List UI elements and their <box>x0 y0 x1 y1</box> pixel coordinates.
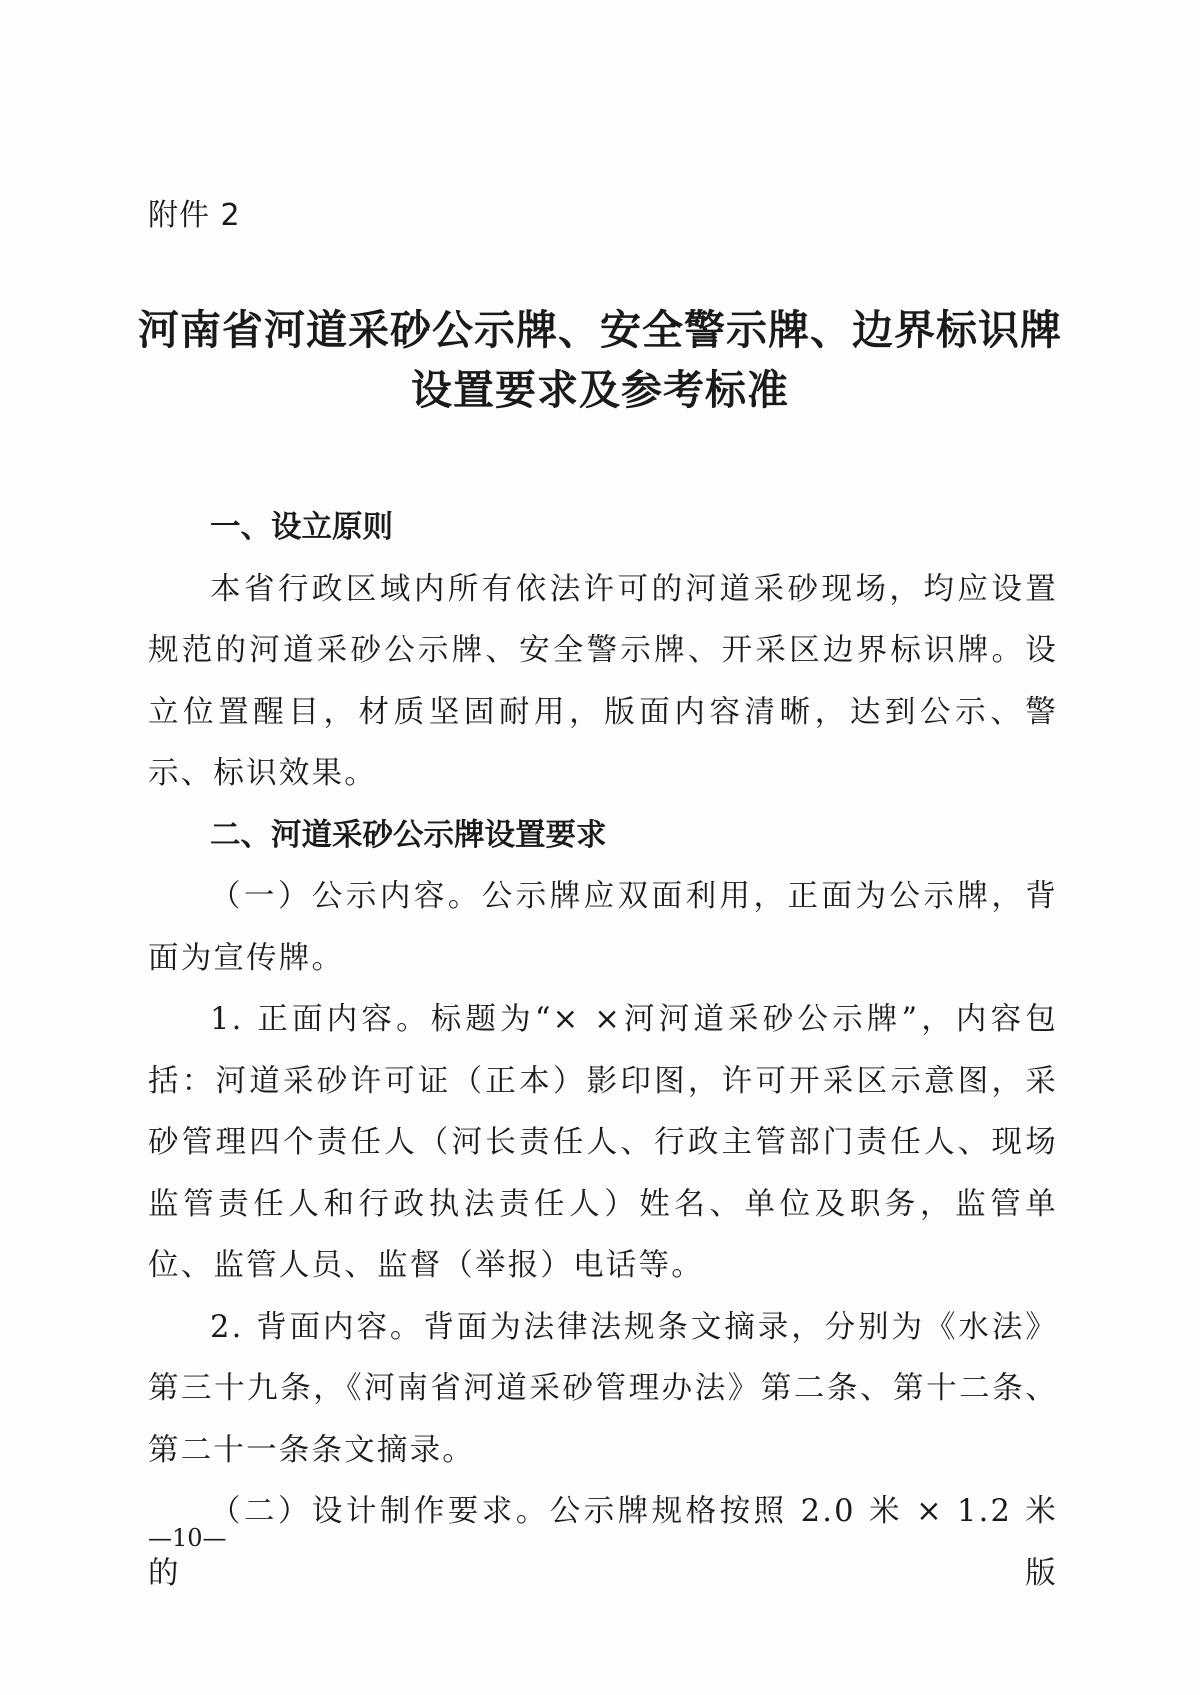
section-heading-notice-board: 二、河道采砂公示牌设置要求 <box>210 817 607 853</box>
section-heading-principles: 一、设立原则 <box>210 510 393 545</box>
paragraph-notice-content: （一）公示内容。公示牌应双面利用，正面为公示牌，背面为宣传牌。 <box>148 879 1058 976</box>
attachment-label: 附件 2 <box>148 198 241 233</box>
document-body <box>148 497 1058 1604</box>
paragraph-design-requirements: （二）设计制作要求。公示牌规格按照 2.0 米 × 1.2 米的版 <box>148 1494 1058 1591</box>
title-line-2: 设置要求及参考标准 <box>411 366 789 414</box>
document-title <box>120 300 1080 420</box>
paragraph-principles: 本省行政区域内所有依法许可的河道采砂现场，均应设置规范的河道采砂公示牌、安全警示牌、开采区边界标识牌。设立位置醒目，材质坚固耐用，版面内容清晰，达到公示、警示、标识效果。 <box>148 571 1058 791</box>
page-number: —10— <box>148 1524 227 1552</box>
paragraph-back-content: 2. 背面内容。背面为法律法规条文摘录，分别为《水法》第三十九条，《河南省河道采砂管理办法》第二条、第十二条、第二十一条条文摘录。 <box>148 1309 1058 1468</box>
title-line-1: 河南省河道采砂公示牌、安全警示牌、边界标识牌 <box>138 306 1062 354</box>
paragraph-front-content: 1. 正面内容。标题为“× ×河河道采砂公示牌”，内容包括：河道采砂许可证（正本）影印图，许可开采区示意图，采砂管理四个责任人（河长责任人、行政主管部门责任人、现场监管责任人和行政执法责任人）姓名、单位及职务，监管单位、监管人员、监督（举报）电话等。 <box>148 1002 1058 1283</box>
